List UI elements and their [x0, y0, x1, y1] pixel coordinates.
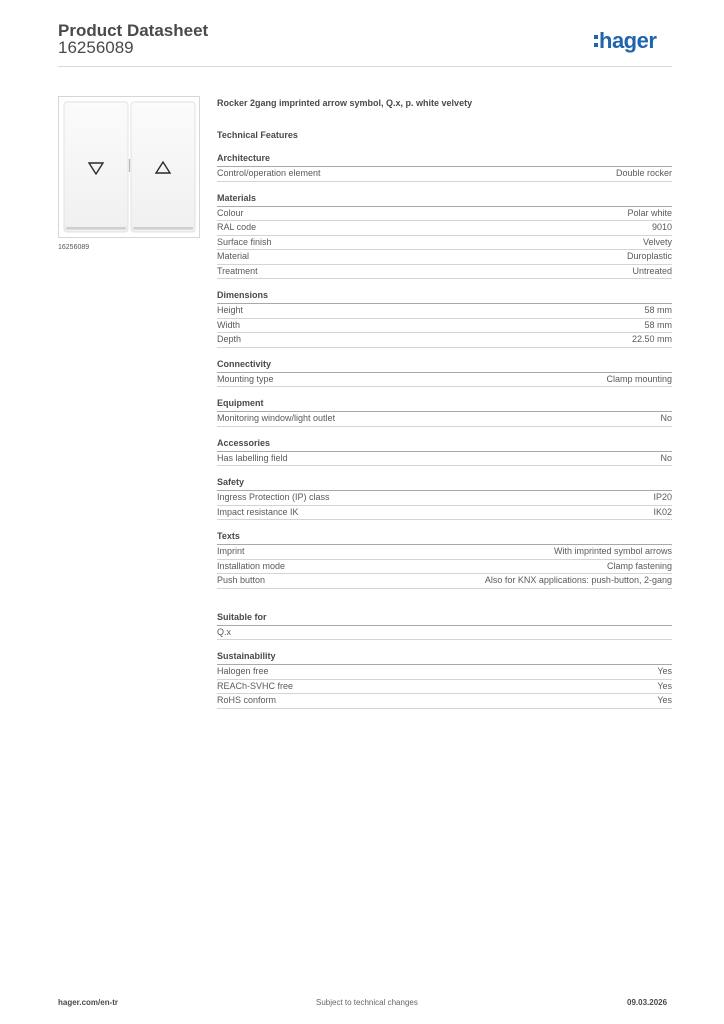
- spec-value: No: [660, 413, 672, 423]
- spec-label: Height: [217, 305, 244, 315]
- spec-label: Material: [217, 251, 250, 261]
- spec-value: Also for KNX applications: push-button, 2-gang: [484, 575, 672, 585]
- spec-row: [217, 412, 672, 427]
- spec-value: 9010: [651, 222, 672, 232]
- section-title: Dimensions: [217, 290, 672, 304]
- section-title: Texts: [217, 531, 672, 545]
- section-title: Connectivity: [217, 359, 672, 373]
- spec-row: [217, 265, 672, 280]
- spec-value: Double rocker: [615, 168, 672, 178]
- section-title: Accessories: [217, 438, 672, 452]
- spec-value: Yes: [657, 680, 672, 691]
- spec-row: [217, 545, 672, 560]
- spec-row: [217, 491, 672, 506]
- spec-value: Duroplastic: [626, 251, 672, 261]
- spec-label: Width: [217, 319, 241, 330]
- spec-value: Untreated: [632, 265, 672, 276]
- spec-section: [217, 290, 672, 348]
- spec-value: Clamp fastening: [606, 560, 672, 571]
- spec-value: 22.50 mm: [631, 334, 672, 344]
- spec-section: [217, 153, 672, 182]
- spec-row: [217, 319, 672, 334]
- spec-row: [217, 373, 672, 388]
- spec-label: Control/operation element: [217, 168, 321, 178]
- spec-value: 58 mm: [644, 305, 672, 315]
- footer-website[interactable]: hager.com/en-tr: [58, 998, 119, 1007]
- spec-value: Yes: [657, 666, 672, 676]
- spec-row: [217, 506, 672, 521]
- spec-row: [217, 560, 672, 575]
- spec-section: [217, 612, 672, 641]
- spec-label: Monitoring window/light outlet: [217, 413, 336, 423]
- header-divider: [58, 66, 672, 67]
- spec-label: Installation mode: [217, 560, 286, 571]
- spec-row: [217, 694, 672, 709]
- spec-value: IK02: [653, 506, 672, 517]
- spec-row: [217, 236, 672, 251]
- spec-label: Depth: [217, 334, 242, 344]
- spec-value: IP20: [653, 492, 672, 502]
- section-title: Sustainability: [217, 651, 672, 665]
- spec-section: [217, 531, 672, 589]
- spec-label: Push button: [217, 575, 266, 585]
- spec-row: [217, 680, 672, 695]
- hager-logo: [594, 26, 674, 56]
- section-title: Suitable for: [217, 612, 672, 626]
- spec-value: Polar white: [627, 207, 672, 218]
- footer-notice: Subject to technical changes: [316, 998, 418, 1007]
- spec-section: [217, 651, 672, 709]
- section-title: Safety: [217, 477, 672, 491]
- spec-section: [217, 193, 672, 280]
- spec-row: [217, 452, 672, 467]
- product-image: [58, 96, 200, 238]
- spec-label: REACh-SVHC free: [217, 680, 294, 691]
- spec-section: [217, 398, 672, 427]
- spec-label: Halogen free: [217, 666, 269, 676]
- spec-row: [217, 167, 672, 182]
- spec-label: Has labelling field: [217, 452, 288, 463]
- spec-label: Colour: [217, 207, 244, 218]
- spec-row: [217, 304, 672, 319]
- spec-value: With imprinted symbol arrows: [553, 546, 672, 556]
- spec-value: No: [660, 452, 672, 463]
- spec-label: RAL code: [217, 222, 257, 232]
- page-title: Product Datasheet: [58, 21, 209, 40]
- product-code: 16256089: [58, 38, 134, 57]
- svg-text:hager: hager: [599, 28, 657, 53]
- spec-row: [217, 221, 672, 236]
- spec-section: [217, 477, 672, 520]
- features-heading: Technical Features: [217, 130, 298, 140]
- image-caption: 16256089: [58, 244, 90, 251]
- spec-section: [217, 359, 672, 388]
- spec-label: Mounting type: [217, 373, 274, 384]
- section-title: Equipment: [217, 398, 672, 412]
- product-name: Rocker 2gang imprinted arrow symbol, Q.x, p. white velvety: [217, 98, 473, 108]
- spec-label: RoHS conform: [217, 695, 277, 705]
- spec-value: 58 mm: [644, 319, 672, 330]
- spec-row: [217, 207, 672, 222]
- spec-row: [217, 626, 672, 641]
- spec-row: [217, 333, 672, 348]
- spec-label: Imprint: [217, 546, 245, 556]
- spec-row: [217, 250, 672, 265]
- footer-date: 09.03.2026: [627, 998, 668, 1007]
- spec-sections: [217, 153, 672, 709]
- spec-row: [217, 574, 672, 589]
- section-title: Architecture: [217, 153, 672, 167]
- spec-section: [217, 438, 672, 467]
- spec-value: Yes: [657, 695, 672, 705]
- spec-label: Treatment: [217, 265, 258, 276]
- spec-content: [217, 96, 672, 709]
- spec-row: [217, 665, 672, 680]
- spec-value: Clamp mounting: [606, 373, 672, 384]
- spec-value: Velvety: [642, 236, 672, 247]
- spec-label: Q.x: [217, 626, 232, 637]
- spec-label: Surface finish: [217, 236, 272, 247]
- spec-label: Ingress Protection (IP) class: [217, 492, 330, 502]
- section-title: Materials: [217, 193, 672, 207]
- spec-label: Impact resistance IK: [217, 506, 299, 517]
